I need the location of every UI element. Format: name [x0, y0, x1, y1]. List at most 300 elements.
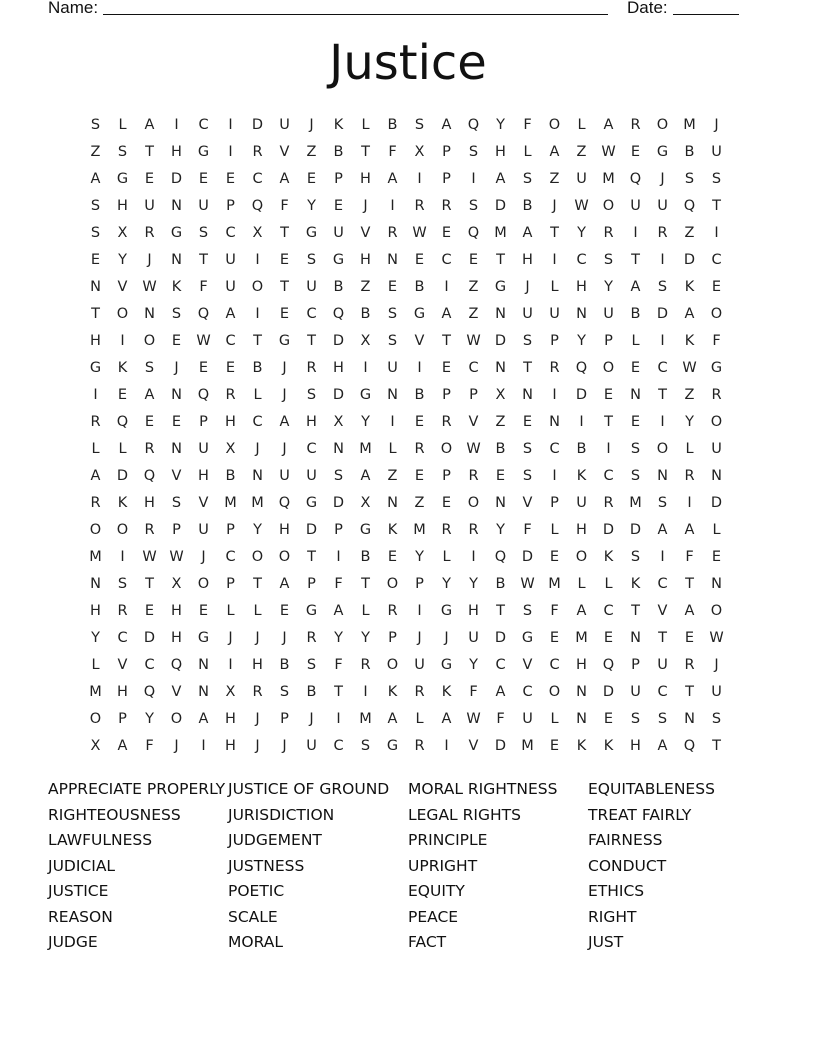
grid-letter: T: [442, 332, 451, 349]
grid-letter: S: [657, 494, 668, 511]
grid-letter: J: [228, 629, 233, 646]
grid-letter: X: [360, 494, 371, 511]
grid-letter: O: [89, 710, 102, 727]
grid-letter: A: [441, 116, 452, 133]
grid-letter: N: [171, 197, 182, 214]
word-bank-item: JUSTNESS: [228, 856, 305, 875]
grid-letter: I: [417, 359, 422, 376]
grid-letter: I: [444, 278, 449, 295]
grid-letter: H: [495, 143, 506, 160]
grid-letter: A: [333, 602, 344, 619]
grid-letter: T: [685, 575, 694, 592]
grid-letter: P: [415, 575, 424, 592]
grid-letter: P: [118, 710, 127, 727]
grid-letter: P: [442, 467, 451, 484]
grid-letter: I: [660, 332, 665, 349]
grid-letter: N: [198, 656, 209, 673]
grid-letter: S: [630, 548, 641, 565]
grid-letter: N: [495, 305, 506, 322]
grid-letter: S: [90, 197, 101, 214]
grid-letter: C: [198, 116, 209, 133]
grid-letter: T: [604, 413, 613, 430]
grid-letter: N: [711, 575, 722, 592]
grid-letter: I: [660, 548, 665, 565]
word-bank-item: LEGAL RIGHTS: [408, 805, 521, 824]
grid-letter: J: [255, 710, 260, 727]
grid-letter: X: [333, 413, 344, 430]
word-bank-item: REASON: [48, 907, 113, 926]
grid-letter: E: [279, 305, 290, 322]
grid-letter: Y: [469, 656, 478, 673]
grid-letter: R: [603, 224, 614, 241]
grid-letter: R: [306, 359, 317, 376]
grid-letter: D: [494, 737, 507, 754]
grid-letter: G: [197, 143, 210, 160]
grid-letter: U: [279, 467, 290, 484]
grid-letter: S: [630, 710, 641, 727]
grid-letter: T: [199, 251, 208, 268]
grid-letter: H: [225, 413, 236, 430]
grid-letter: U: [657, 656, 668, 673]
grid-letter: K: [576, 737, 587, 754]
word-bank-item: APPRECIATE PROPERLY: [48, 780, 226, 798]
grid-letter: I: [552, 386, 557, 403]
grid-letter: P: [307, 575, 316, 592]
grid-letter: G: [413, 305, 426, 322]
grid-letter: D: [656, 305, 669, 322]
grid-letter: S: [306, 656, 317, 673]
grid-letter: N: [522, 386, 533, 403]
grid-letter: H: [90, 332, 101, 349]
grid-letter: S: [468, 197, 479, 214]
grid-letter: I: [255, 305, 260, 322]
grid-letter: E: [279, 602, 290, 619]
grid-letter: G: [278, 332, 291, 349]
grid-letter: R: [549, 359, 560, 376]
grid-letter: N: [657, 467, 668, 484]
grid-letter: E: [549, 737, 560, 754]
grid-letter: S: [90, 224, 101, 241]
grid-letter: E: [171, 413, 182, 430]
grid-letter: L: [118, 440, 127, 457]
grid-letter: R: [711, 386, 722, 403]
grid-letter: G: [305, 224, 318, 241]
grid-letter: R: [603, 494, 614, 511]
grid-letter: V: [171, 467, 182, 484]
grid-row: [82, 246, 730, 273]
grid-letter: C: [144, 656, 155, 673]
grid-letter: I: [417, 170, 422, 187]
grid-letter: J: [444, 629, 449, 646]
grid-letter: F: [523, 116, 532, 133]
date-blank-line: [673, 14, 739, 15]
grid-letter: Q: [143, 467, 156, 484]
grid-row: [82, 408, 730, 435]
grid-letter: H: [171, 143, 182, 160]
grid-letter: E: [441, 494, 452, 511]
grid-letter: A: [630, 278, 641, 295]
date-label: Date:: [627, 0, 668, 17]
grid-row: [82, 381, 730, 408]
grid-letter: U: [387, 359, 398, 376]
grid-letter: M: [629, 494, 642, 511]
grid-letter: C: [657, 575, 668, 592]
grid-letter: W: [142, 278, 157, 295]
grid-letter: W: [682, 359, 697, 376]
grid-letter: A: [279, 170, 290, 187]
grid-letter: E: [198, 602, 209, 619]
grid-letter: L: [91, 440, 100, 457]
grid-letter: J: [282, 386, 287, 403]
grid-letter: C: [549, 656, 560, 673]
grid-letter: Q: [197, 386, 210, 403]
grid-letter: V: [657, 602, 668, 619]
grid-letter: I: [687, 494, 692, 511]
grid-letter: O: [656, 440, 669, 457]
grid-letter: W: [142, 548, 157, 565]
grid-letter: U: [306, 278, 317, 295]
word-bank-item: EQUITY: [408, 882, 465, 900]
grid-letter: Y: [415, 548, 424, 565]
grid-letter: J: [174, 737, 179, 754]
grid-letter: C: [468, 359, 479, 376]
grid-letter: N: [198, 683, 209, 700]
grid-letter: Y: [361, 629, 370, 646]
grid-letter: E: [333, 197, 344, 214]
grid-letter: R: [387, 602, 398, 619]
grid-letter: U: [630, 197, 641, 214]
grid-letter: Y: [361, 413, 370, 430]
grid-letter: C: [657, 359, 668, 376]
grid-letter: N: [495, 359, 506, 376]
grid-letter: I: [228, 143, 233, 160]
grid-letter: A: [90, 467, 101, 484]
grid-letter: B: [360, 548, 371, 565]
grid-letter: D: [332, 494, 345, 511]
grid-letter: R: [414, 683, 425, 700]
grid-letter: D: [494, 332, 507, 349]
grid-row: [82, 489, 730, 516]
grid-letter: P: [442, 143, 451, 160]
grid-letter: R: [90, 413, 101, 430]
grid-letter: U: [468, 629, 479, 646]
grid-letter: O: [575, 548, 588, 565]
grid-letter: R: [468, 467, 479, 484]
grid-letter: K: [684, 332, 695, 349]
grid-letter: E: [522, 413, 533, 430]
grid-letter: F: [334, 575, 343, 592]
grid-letter: B: [495, 440, 506, 457]
grid-letter: B: [684, 143, 695, 160]
grid-letter: R: [684, 467, 695, 484]
grid-letter: H: [360, 251, 371, 268]
grid-letter: K: [333, 116, 344, 133]
grid-letter: S: [414, 116, 425, 133]
grid-letter: I: [390, 197, 395, 214]
grid-letter: M: [89, 683, 102, 700]
grid-letter: Y: [118, 251, 127, 268]
grid-letter: C: [576, 251, 587, 268]
grid-letter: H: [171, 602, 182, 619]
word-bank-item: FACT: [408, 933, 447, 951]
grid-letter: O: [386, 575, 399, 592]
grid-letter: G: [197, 629, 210, 646]
grid-letter: T: [631, 602, 640, 619]
grid-row: [82, 705, 730, 732]
grid-row: [82, 624, 730, 651]
grid-row: [82, 273, 730, 300]
grid-letter: T: [712, 197, 721, 214]
word-bank-item: JUDICIAL: [48, 856, 116, 875]
grid-letter: I: [363, 683, 368, 700]
word-bank-item: RIGHT: [588, 907, 637, 926]
grid-letter: D: [575, 386, 588, 403]
grid-letter: P: [469, 386, 478, 403]
grid-letter: H: [468, 602, 479, 619]
grid-letter: E: [225, 359, 236, 376]
grid-letter: R: [657, 224, 668, 241]
word-column: [228, 778, 408, 957]
grid-letter: Q: [143, 683, 156, 700]
grid-letter: G: [386, 737, 399, 754]
grid-letter: U: [711, 683, 722, 700]
grid-row: [82, 138, 730, 165]
grid-letter: Z: [684, 224, 695, 241]
grid-letter: Z: [387, 467, 398, 484]
grid-letter: N: [576, 710, 587, 727]
grid-letter: O: [656, 116, 669, 133]
grid-letter: G: [305, 494, 318, 511]
grid-letter: U: [225, 251, 236, 268]
grid-letter: R: [387, 224, 398, 241]
grid-letter: B: [306, 683, 317, 700]
grid-letter: D: [332, 332, 345, 349]
grid-letter: O: [251, 278, 264, 295]
grid-letter: J: [282, 440, 287, 457]
grid-letter: W: [601, 143, 616, 160]
grid-letter: S: [306, 386, 317, 403]
grid-letter: L: [523, 143, 532, 160]
grid-letter: I: [579, 413, 584, 430]
grid-letter: I: [714, 224, 719, 241]
word-bank-item: MORAL RIGHTNESS: [408, 780, 558, 798]
grid-letter: R: [90, 494, 101, 511]
grid-letter: U: [306, 467, 317, 484]
grid-letter: O: [602, 359, 615, 376]
grid-letter: U: [198, 521, 209, 538]
grid-letter: S: [360, 737, 371, 754]
grid-letter: T: [523, 359, 532, 376]
grid-letter: B: [495, 575, 506, 592]
grid-letter: J: [282, 737, 287, 754]
grid-letter: L: [550, 278, 559, 295]
grid-letter: R: [252, 683, 263, 700]
grid-letter: S: [333, 467, 344, 484]
grid-letter: J: [309, 116, 314, 133]
grid-letter: P: [442, 386, 451, 403]
grid-letter: M: [575, 629, 588, 646]
grid-letter: E: [90, 251, 101, 268]
grid-letter: R: [414, 440, 425, 457]
grid-letter: Z: [549, 170, 560, 187]
grid-letter: O: [278, 548, 291, 565]
grid-letter: H: [576, 521, 587, 538]
grid-letter: J: [525, 278, 530, 295]
grid-letter: Z: [468, 278, 479, 295]
grid-letter: E: [711, 548, 722, 565]
grid-letter: Q: [278, 494, 291, 511]
grid-letter: T: [361, 143, 370, 160]
grid-letter: O: [251, 548, 264, 565]
grid-row: [82, 543, 730, 570]
grid-letter: T: [91, 305, 100, 322]
grid-letter: D: [251, 116, 264, 133]
grid-letter: A: [144, 386, 155, 403]
grid-letter: F: [334, 656, 343, 673]
grid-letter: J: [417, 629, 422, 646]
grid-letter: U: [576, 170, 587, 187]
grid-letter: N: [144, 305, 155, 322]
grid-letter: N: [333, 440, 344, 457]
grid-letter: E: [387, 278, 398, 295]
grid-letter: P: [388, 629, 397, 646]
grid-letter: N: [171, 386, 182, 403]
grid-letter: S: [657, 278, 668, 295]
grid-letter: Q: [629, 170, 642, 187]
grid-letter: J: [660, 170, 665, 187]
grid-letter: V: [279, 143, 290, 160]
grid-letter: W: [466, 710, 481, 727]
word-bank-item: EQUITABLENESS: [588, 780, 715, 798]
grid-letter: R: [441, 413, 452, 430]
grid-letter: J: [255, 440, 260, 457]
puzzle-title: Justice: [329, 35, 487, 91]
grid-letter: I: [174, 116, 179, 133]
grid-letter: S: [171, 305, 182, 322]
grid-letter: T: [361, 575, 370, 592]
grid-letter: M: [602, 170, 615, 187]
grid-row: [82, 165, 730, 192]
grid-letter: K: [684, 278, 695, 295]
grid-letter: U: [306, 737, 317, 754]
grid-letter: N: [90, 278, 101, 295]
grid-letter: T: [550, 224, 559, 241]
grid-letter: S: [306, 251, 317, 268]
grid-letter: W: [466, 440, 481, 457]
grid-letter: G: [359, 386, 372, 403]
grid-letter: C: [117, 629, 128, 646]
grid-letter: N: [387, 251, 398, 268]
grid-letter: F: [523, 521, 532, 538]
grid-letter: U: [522, 305, 533, 322]
word-bank-item: FAIRNESS: [588, 831, 663, 849]
grid-letter: L: [91, 656, 100, 673]
grid-letter: H: [252, 656, 263, 673]
grid-letter: P: [550, 332, 559, 349]
grid-letter: T: [631, 251, 640, 268]
word-bank-item: JUDGEMENT: [228, 831, 322, 849]
grid-letter: O: [116, 305, 129, 322]
grid-letter: A: [603, 116, 614, 133]
grid-row: [82, 570, 730, 597]
grid-letter: Y: [685, 413, 694, 430]
grid-letter: H: [576, 278, 587, 295]
letter-grid: [82, 111, 730, 759]
grid-letter: X: [171, 575, 182, 592]
grid-letter: F: [685, 548, 694, 565]
grid-letter: I: [120, 332, 125, 349]
grid-letter: J: [714, 116, 719, 133]
grid-letter: Y: [334, 629, 343, 646]
grid-letter: H: [333, 359, 344, 376]
grid-letter: U: [603, 305, 614, 322]
grid-letter: P: [226, 575, 235, 592]
grid-letter: S: [522, 170, 533, 187]
grid-row: [82, 219, 730, 246]
grid-letter: I: [336, 548, 341, 565]
name-label: Name:: [48, 0, 99, 17]
grid-letter: Y: [496, 521, 505, 538]
grid-row: [82, 435, 730, 462]
grid-letter: E: [603, 710, 614, 727]
grid-letter: H: [522, 251, 533, 268]
grid-letter: D: [710, 494, 723, 511]
grid-letter: D: [332, 386, 345, 403]
grid-letter: Y: [496, 116, 505, 133]
grid-letter: M: [521, 737, 534, 754]
grid-letter: E: [495, 467, 506, 484]
grid-letter: E: [144, 413, 155, 430]
grid-row: [82, 732, 730, 759]
grid-letter: F: [199, 278, 208, 295]
grid-letter: U: [549, 305, 560, 322]
grid-letter: E: [117, 386, 128, 403]
grid-letter: L: [631, 332, 640, 349]
grid-letter: E: [630, 413, 641, 430]
grid-letter: H: [117, 683, 128, 700]
grid-letter: W: [574, 197, 589, 214]
grid-letter: Z: [306, 143, 317, 160]
grid-letter: N: [171, 251, 182, 268]
grid-letter: U: [279, 116, 290, 133]
grid-letter: A: [522, 224, 533, 241]
grid-row: [82, 678, 730, 705]
grid-letter: N: [387, 386, 398, 403]
grid-letter: L: [442, 548, 451, 565]
grid-letter: T: [658, 629, 667, 646]
grid-letter: S: [171, 494, 182, 511]
grid-letter: Q: [467, 116, 480, 133]
grid-letter: B: [360, 305, 371, 322]
grid-letter: H: [630, 737, 641, 754]
grid-letter: Z: [495, 413, 506, 430]
word-bank-item: JUST: [588, 933, 624, 951]
grid-letter: G: [89, 359, 102, 376]
grid-letter: A: [576, 602, 587, 619]
grid-letter: G: [494, 278, 507, 295]
grid-letter: A: [549, 143, 560, 160]
grid-letter: Q: [251, 197, 264, 214]
grid-letter: A: [684, 602, 695, 619]
grid-letter: S: [279, 683, 290, 700]
grid-letter: H: [225, 710, 236, 727]
grid-letter: B: [522, 197, 533, 214]
grid-letter: P: [199, 413, 208, 430]
grid-letter: D: [521, 548, 534, 565]
grid-letter: T: [496, 251, 505, 268]
grid-letter: I: [471, 170, 476, 187]
name-blank-line: [103, 14, 608, 15]
